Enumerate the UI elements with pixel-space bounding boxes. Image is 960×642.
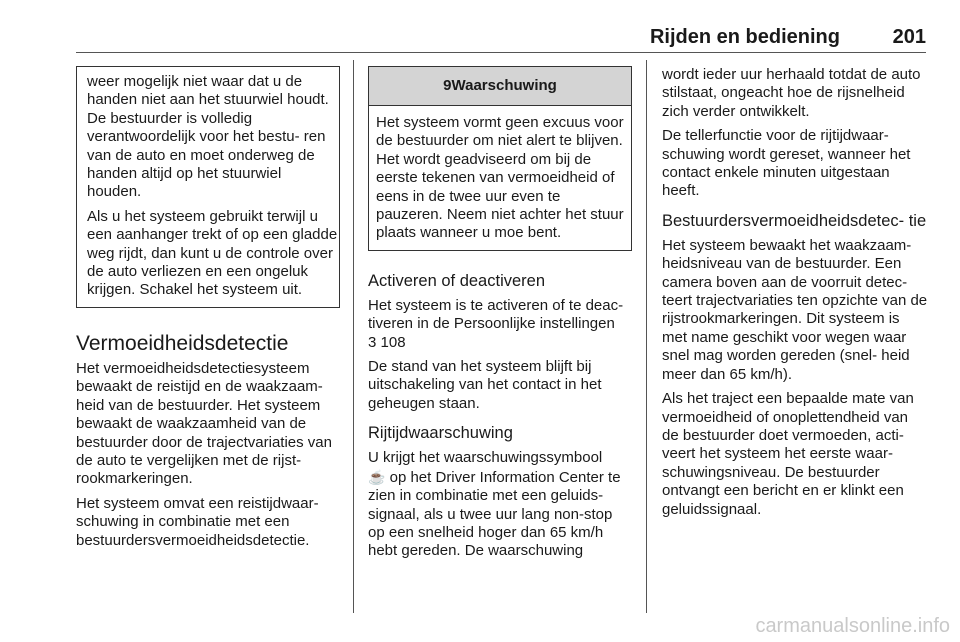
header-divider <box>76 52 926 53</box>
paragraph: Het vermoeidheidsdetectiesysteem bewaakt de reistijd en de waakzaam- heid van de bestuurder. Het systeem bewaakt de waakzaamheid van de bestuurder door de trajectvariaties van de auto te vergelijken met de rijst- rookmarkeringen. <box>76 359 332 488</box>
paragraph <box>368 449 632 560</box>
paragraph <box>368 297 632 352</box>
paragraph-text: U krijgt het waarschuwingssymbool <box>368 449 603 467</box>
header-title: Rijden en bediening <box>649 26 840 48</box>
column-2 <box>368 66 632 567</box>
paragraph: De tellerfunctie voor de rijtijdwaar- schuwing wordt gereset, wanneer het contact enkele minuten uitgestaan heeft. <box>662 127 911 200</box>
column-3 <box>662 66 928 525</box>
page-reference: 3 108 <box>368 333 406 351</box>
paragraph: Als het traject een bepaalde mate van vermoeidheid of onoplettendheid van de bestuurder doet vermoeden, acti- veert het systeem het eerste waar- schuwingsniveau. De bestuurder ontvangt een bericht en er klinkt een geluidssignaal. <box>662 390 914 518</box>
page-number: 201 <box>892 26 926 48</box>
box-paragraph: weer mogelijk niet waar dat u de handen niet aan het stuurwiel houdt. De bestuurder is volledig verantwoordelijk voor het bestu- ren van de auto en moet onderweg de handen altijd op het stuurwiel houden. <box>87 73 329 201</box>
column-divider <box>353 60 354 613</box>
paragraph-text: op het Driver Information Center te zien in combinatie met een geluids- signaal, als u twee uur lang non-stop op een snelheid hoger dan 65 km/h hebt gereden. De waarschuwing <box>368 468 621 560</box>
section-heading: Vermoeidheidsdetectie <box>76 331 289 355</box>
paragraph: De stand van het systeem blijft bij uitschakeling van het contact in het geheugen staan. <box>368 358 602 412</box>
column-divider <box>646 60 647 613</box>
paragraph-text: Het systeem is te activeren of te deac- tiveren in de Persoonlijke instellingen <box>368 296 624 333</box>
box-paragraph: Als u het systeem gebruikt terwijl u een aanhanger trekt of op een gladde weg rijdt, dan kunt u de controle over de auto verliezen en een ongeluk krijgen. Schakel het systeem uit. <box>87 207 338 299</box>
warning-body: Het systeem vormt geen excuus voor de bestuurder om niet alert te blijven. Het wordt geadviseerd om bij de eerste tekenen van vermoeidheid of eens in de twee uur even te pauzeren. Neem niet achter het stuur plaats wanneer u moe bent. <box>376 114 624 242</box>
column-1 <box>76 66 340 556</box>
subsection-heading: Rijtijdwaarschuwing <box>368 424 513 443</box>
watermark: carmanualsonline.info <box>755 615 950 637</box>
continued-warning-box <box>76 66 340 308</box>
coffee-cup-icon: ☕ <box>368 468 386 485</box>
paragraph: Het systeem omvat een reistijdwaar- schuwing in combinatie met een bestuurdersvermoeidheidsdetectie. <box>76 494 319 549</box>
warning-title: Waarschuwing <box>451 77 557 94</box>
warning-header <box>369 67 631 106</box>
warning-box <box>368 66 632 251</box>
warning-triangle-icon: 9 <box>443 77 452 94</box>
subsection-heading: Activeren of deactiveren <box>368 271 546 290</box>
page-header <box>76 26 926 50</box>
paragraph: wordt ieder uur herhaald totdat de auto stilstaat, ongeacht hoe de rijsnelheid zich verder ontwikkelt. <box>662 66 921 120</box>
subsection-heading: Bestuurdersvermoeidheidsdetec- tie <box>662 211 927 230</box>
paragraph: Het systeem bewaakt het waakzaam- heidsniveau van de bestuurder. Een camera boven aan de voorruit detec- teert trajectvariaties ten opzichte van de rijstrookmarkeringen. Dit systeem is met name geschikt voor wegen waar snel mag worden gereden (snel- heid meer dan 65 km/h). <box>662 236 928 383</box>
